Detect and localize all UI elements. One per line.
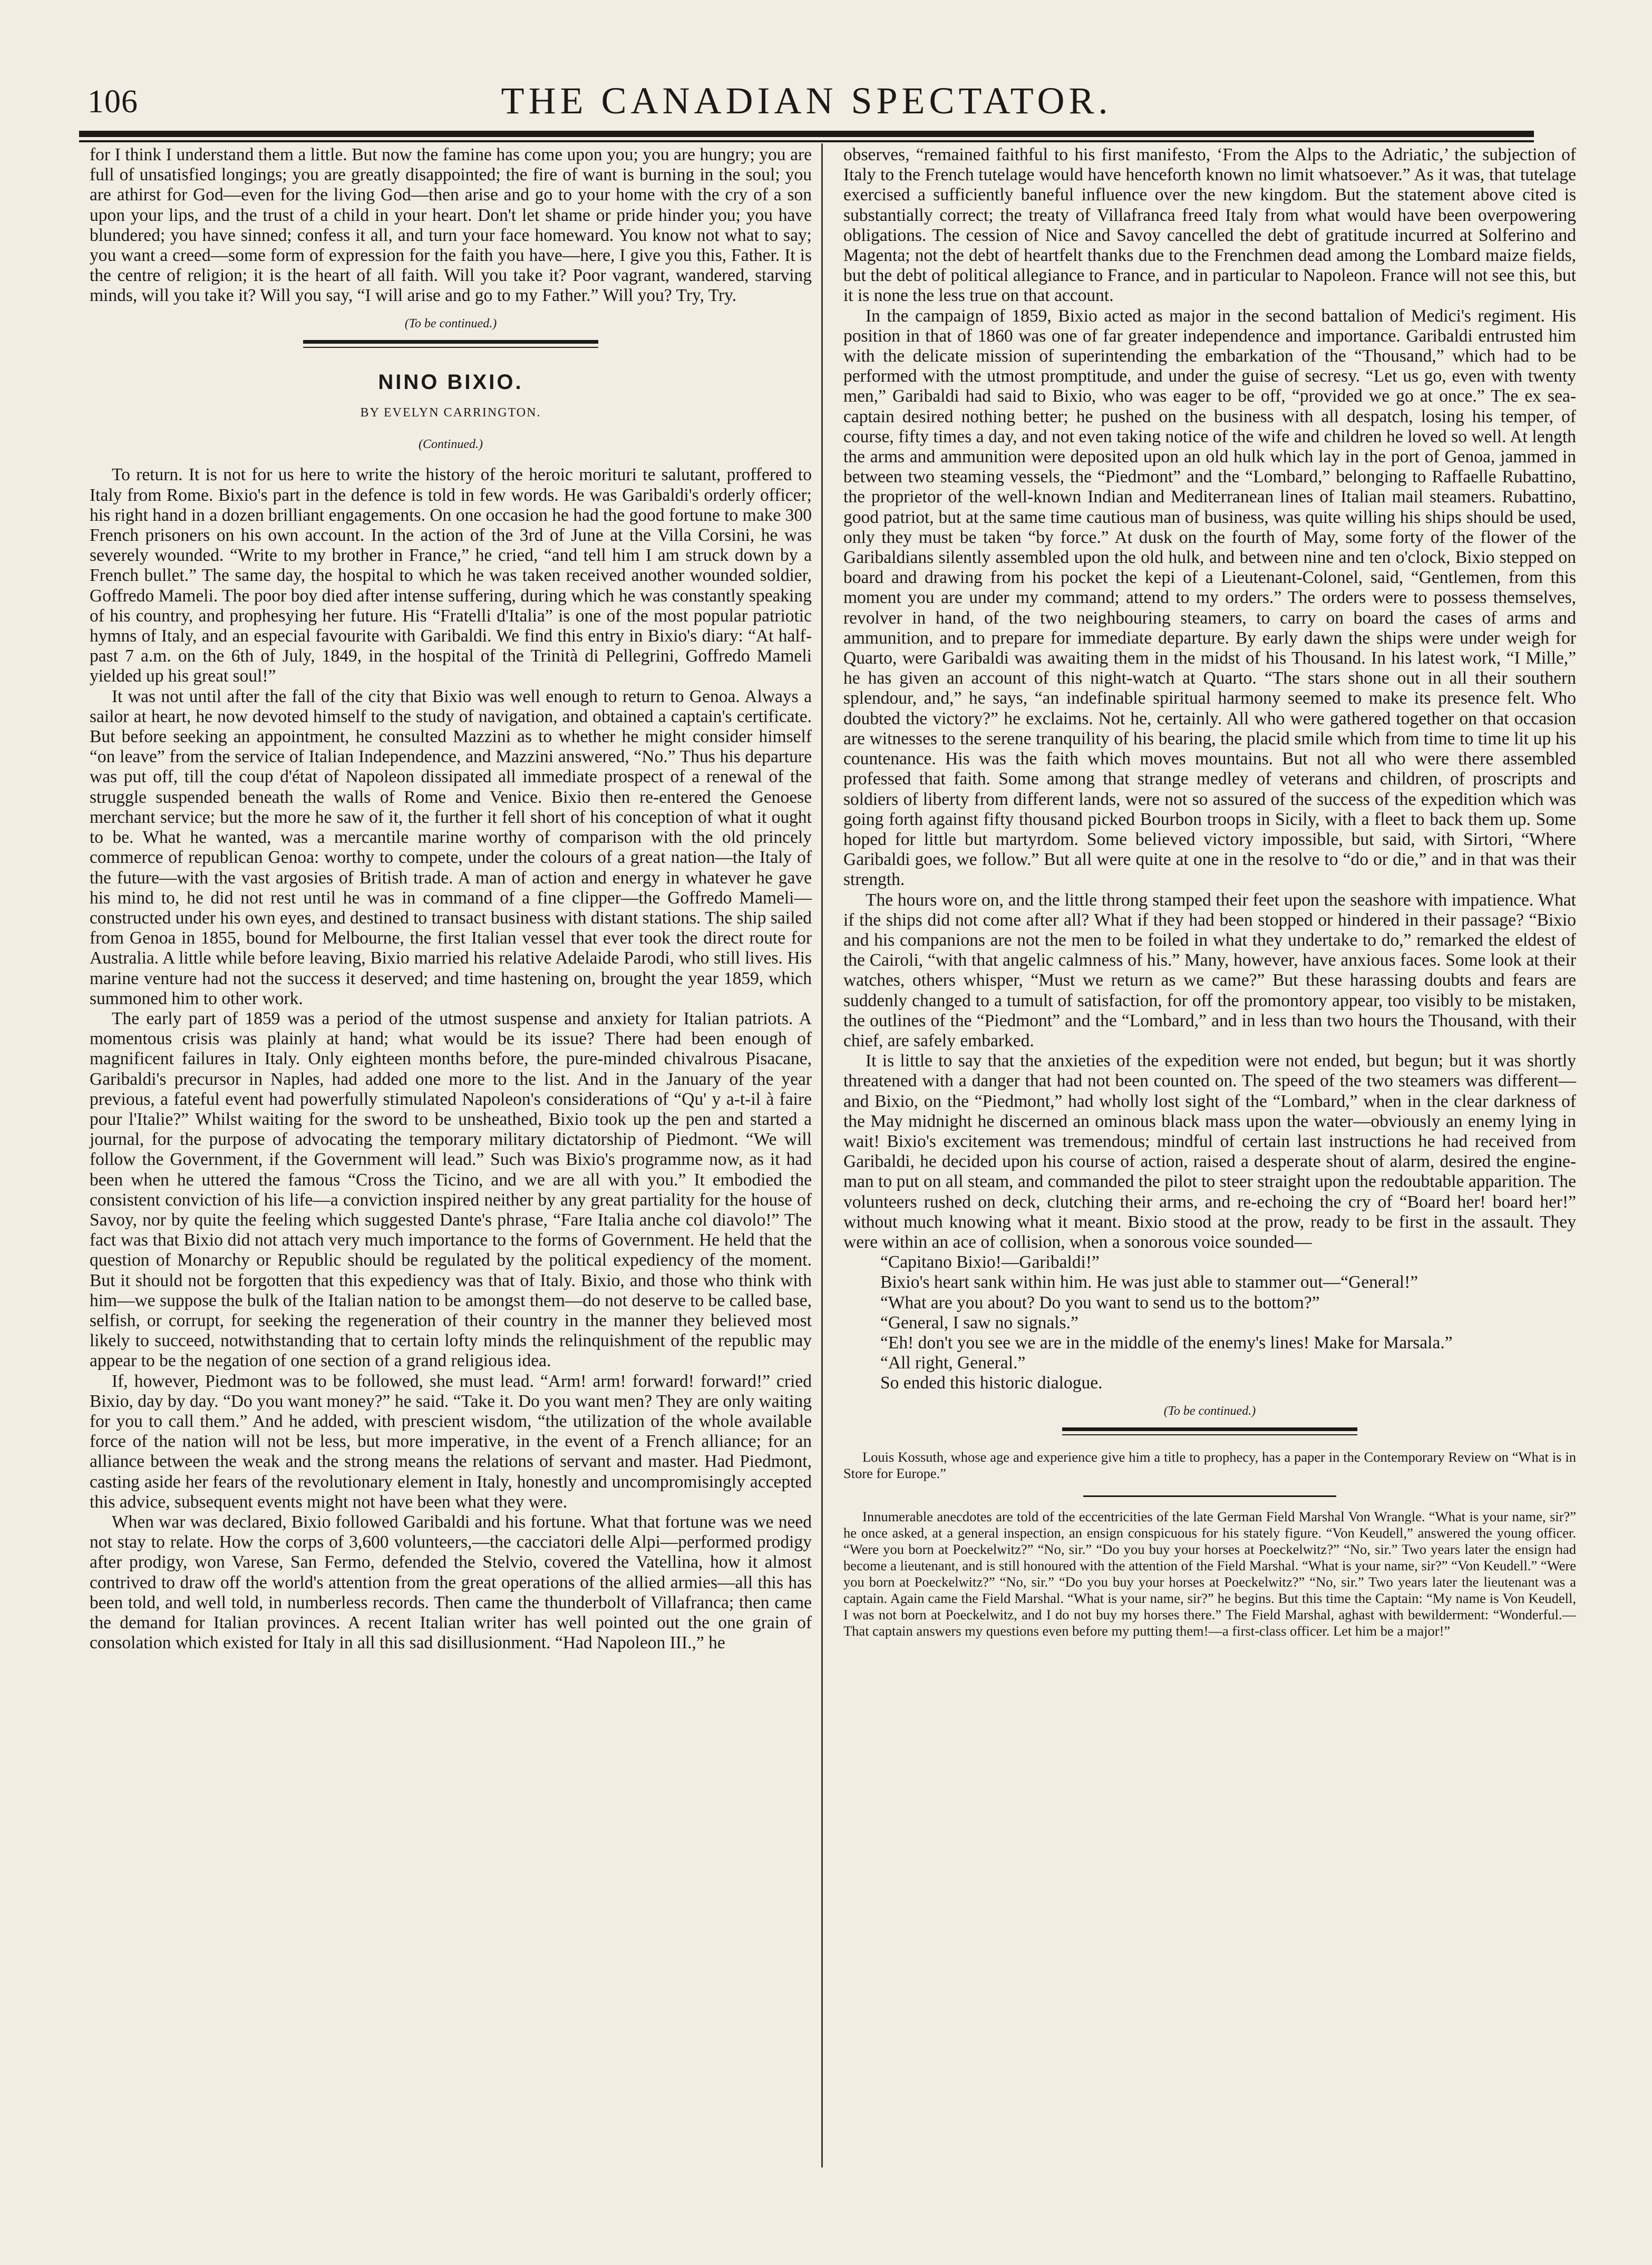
sermon-continued-note: (To be continued.) <box>404 316 497 330</box>
masthead <box>79 79 1534 127</box>
dialogue-line: Bixio's heart sank within him. He was just able to stammer out—“General!” <box>880 1272 1418 1292</box>
left-column <box>90 145 812 1653</box>
news-note <box>843 1509 1576 1639</box>
note-paragraph: Innumerable anecdotes are told of the eccentricities of the late German Field Marshal Von Wrangle. “What is your name, sir?” he once asked, at a general inspection, an ensign conspicuous for his stately figure. “Von Keudell,” answered the young officer. “Were you born at Poeckelwitz?” “No, sir.” “Do you buy your horses at Poeckelwitz?” “No, sir.” Two years later the ensign had become a lieutenant, and is still honoured with the attention of the Field Marshal. “What is your name, sir?” “Von Keudell.” “Were you born at Poeckelwitz?” “No, sir.” “Do you buy your horses at Poeckelwitz?” “No, sir.” Two years later the lieutenant was a captain. Again came the Field Marshal. “What is your name, sir?” he begins. But this time the Captain: “My name is Von Keudell, I was not born at Poeckelwitz, and I do not buy my horses there.” The Field Marshal, aghast with bewilderment: “Wonderful.—That captain answers my questions even before my putting them!—a first-class officer. Let him be a major!” <box>843 1508 1576 1639</box>
article-paragraph: observes, “remained faithful to his first manifesto, ‘From the Alps to the Adriatic,’ the subjection of Italy to the French tutelage would have henceforth known no limit whatsoever.” As it was, that tutelage exercised a sufficiently baneful influence over the new kingdom. But the statement above cited is substantially correct; the treaty of Villafranca freed Italy from what would have been overpowering obligations. The cession of Nice and Savoy cancelled the debt of gratitude incurred at Solferino and Magenta; not the debt of heartfelt thanks due to the Frenchmen dead among the Lombard maize fields, but the debt of political allegiance to France, and in particular to Napoleon. France will not see this, but it is none the less true on that account. <box>843 145 1576 306</box>
article-paragraph: It was not until after the fall of the city that Bixio was well enough to return to Genoa. Always a sailor at heart, he now devoted himself to the study of navigation, and obtained a captain's certificate. But before seeking an appointment, he consulted Mazzini as to whether he might consider himself “on leave” from the service of Italian Independence, and Mazzini answered, “No.” Thus his departure was put off, till the coup d'état of Napoleon dissipated all immediate prospect of a renewal of the struggle suspended beneath the walls of Rome and Venice. Bixio then re-entered the Genoese merchant service; but the more he saw of it, the further it fell short of his conception of what it ought to be. What he wanted, was a mercantile marine worthy of comparison with the old princely commerce of republican Genoa: worthy to compete, under the colours of a great nation—the Italy of the future—with the vast argosies of British trade. A man of action and energy in whatever he gave his mind to, he did not rest until he was in command of a fine clipper—the Goffredo Mameli—constructed under his own eyes, and destined to transact business with distant stations. The ship sailed from Genoa in 1855, bound for Melbourne, the first Italian vessel that ever took the direct route for Australia. A little while before leaving, Bixio married his relative Adelaide Parodi, who still lives. His marine venture had not the success it deserved; and time hastening on, brought the year 1859, which summoned him to other work. <box>90 686 812 1008</box>
masthead-rule-thin <box>79 140 1534 142</box>
article-continued-note: (To be continued.) <box>1163 1404 1256 1418</box>
article-paragraph: When war was declared, Bixio followed Garibaldi and his fortune. What that fortune was we need not stay to relate. How the corps of 3,600 volunteers,—the cacciatori delle Alpi—performed prodigy after prodigy, won Varese, San Fermo, defended the Stelvio, covered the Vatellina, how it almost contrived to draw off the world's attention from the great operations of the allied armies—all this has been told, and well told, in numberless records. Then came the thunderbolt of Villafranca; then came the demand for Italian provinces. A recent Italian writer has well pointed out the one grain of consolation which existed for Italy in all this sad disillusionment. “Had Napoleon III.,” he <box>90 1512 812 1653</box>
article-paragraph: If, however, Piedmont was to be followed, she must lead. “Arm! arm! forward! forward!” cried Bixio, day by day. “Do you want money?” he said. “Take it. Do you want men? They are only waiting for you to call them.” And he added, with prescient wisdom, “the utilization of the whole available force of the nation will not be less, but more imperative, in the event of a French alliance; for an alliance between the weak and the strong means the relations of servant and master. Had Piedmont, casting aside her fears of the revolutionary element in Italy, honestly and uncompromisingly accepted this advice, subsequent events might not have been what they were. <box>90 1371 812 1512</box>
publication-title: THE CANADIAN SPECTATOR. <box>501 80 1112 122</box>
dialogue-line: “General, I saw no signals.” <box>880 1313 1078 1333</box>
article-paragraph: The early part of 1859 was a period of the utmost suspense and anxiety for Italian patriots. A momentous crisis was plainly at hand; what would be its issue? There had been enough of magnificent failures in Italy. Only eighteen months before, the pure-minded chivalrous Pisacane, Garibaldi's precursor in Naples, had added one more to the list. And in the January of the year previous, a fateful event had powerfully stimulated Napoleon's considerations of “Qu' y a-t-il à faire pour l'Italie?” Whilst waiting for the sword to be unsheathed, Bixio took up the pen and started a journal, for the purpose of advocating the temporary military dictatorship of Piedmont. “We will follow the Government, if the Government will lead.” Such was Bixio's programme now, as it had been when he uttered the famous “Cross the Ticino, and we are all with you.” It embodied the consistent conviction of his life—a conviction inspired neither by any great partiality for the house of Savoy, nor by quite the feeling which suggested Dante's phrase, “Fare Italia anche col diavolo!” The fact was that Bixio did not attach very much importance to the forms of Government. He held that the question of Monarchy or Republic should be regulated by the political expediency of the moment. But it should not be forgotten that this expediency was that of Italy. Bixio, and those who think with him—we suppose the bulk of the Italian nation to be amongst them—do not deserve to be called base, selfish, or corrupt, for seeking the regeneration of their country in the manner they believed most likely to succeed, notwithstanding that to certain lofty minds the relinquishment of the republic may appear to be the negation of one section of a grand religious idea. <box>90 1008 812 1371</box>
article-byline: BY EVELYN CARRINGTON. <box>360 406 541 420</box>
article-paragraph: It is little to say that the anxieties of the expedition were not ended, but begun; but it was shortly threatened with a danger that had not been counted on. The speed of the two steamers was different—and Bixio, on the “Piedmont,” had wholly lost sight of the “Lombard,” when in the clear darkness of the May midnight he discerned an ominous black mass upon the water—obviously an enemy lying in wait! Bixio's excitement was tremendous; mindful of certain last instructions he had received from Garibaldi, he decided upon his course of action, raised a desperate shout of alarm, desired the engine-man to put on all steam, and commanded the pilot to steer straight upon the redoubtable apparition. The volunteers rushed on deck, clutching their arms, and re-echoing the cry of “Board her! board her!” without much knowing what it meant. Bixio stood at the prow, ready to be first in the assault. They were within an ace of collision, when a sonorous voice sounded— <box>843 1051 1576 1252</box>
right-column <box>843 145 1576 1639</box>
article-paragraph: In the campaign of 1859, Bixio acted as major in the second battalion of Medici's regiment. His position in that of 1860 was one of far greater independence and importance. Garibaldi entrusted him with the delicate mission of superintending the embarkation of the “Thousand,” which had to be performed with the utmost promptitude, and under the guise of secresy. “Let us go, even with twenty men,” Garibaldi had said to Bixio, who was eager to be off, “provided we go at once.” The ex sea-captain desired nothing better; he pushed on the business with all despatch, losing his temper, of course, fifty times a day, and not even taking notice of the wife and children he loved so well. At length the arms and ammunition were deposited upon an old hulk which lay in the port of Genoa, jammed in between two steaming vessels, the “Piedmont” and the “Lombard,” belonging to Raffaelle Rubattino, the proprietor of the well-known Indian and Mediterranean lines of Italian mail steamers. Rubattino, good patriot, but at the same time cautious man of business, was quite willing his ships should be used, only they must be taken “by force.” At dusk on the fourth of May, some forty of the flower of the Garibaldians silently assembled upon the old hulk, and between nine and ten o'clock, Bixio stepped on board and drawing from his pocket the kepi of a Lieutenant-Colonel, said, “Gentlemen, from this moment you are under my command; attend to my orders.” The orders were to possess themselves, revolver in hand, of the two neighbouring steamers, to carry on board the cases of arms and ammunition, and to prepare for immediate departure. By early dawn the ships were under weigh for Quarto, were Garibaldi was awaiting them in the midst of his Thousand. In his latest work, “I Mille,” he has given an account of this night-watch at Quarto. “The stars shone out in all their southern splendour, and,” he says, “an indefinable spiritual harmony seemed to make its presence felt. Who doubted the victory?” he exclaims. Not he, certainly. All who were gathered together on that occasion are witnesses to the serene tranquility of his bearing, the placid smile which from time to time lit up his countenance. His was the faith which moves mountains. But not all who were there assembled professed that faith. Some among that strange medley of veterans and children, of proscripts and soldiers of liberty from different lands, were not so assured of the success of the expedition which was going forth against fifty thousand picked Bourbon troops in Sicily, with a fleet to back them up. Some hoped for little but martyrdom. Some believed victory impossible, but said, with Sirtori, “Where Garibaldi goes, we follow.” But all were quite at one in the resolve to “do or die,” and in that was their strength. <box>843 306 1576 890</box>
article-title: NINO BIXIO. <box>378 370 523 394</box>
masthead-rule <box>79 131 1534 137</box>
note-paragraph: Louis Kossuth, whose age and experience give him a title to prophecy, has a paper in the Contemporary Review on “What is in Store for Europe.” <box>843 1449 1576 1481</box>
news-note <box>843 1449 1576 1482</box>
column-divider <box>821 143 823 2167</box>
page-number: 106 <box>88 84 138 120</box>
dialogue-line: “All right, General.” <box>880 1353 1026 1373</box>
dialogue-line: So ended this historic dialogue. <box>880 1373 1103 1393</box>
dialogue-line: “Capitano Bixio!—Garibaldi!” <box>880 1252 1100 1272</box>
section-rule-thin <box>303 347 598 348</box>
article-paragraph: To return. It is not for us here to write the history of the heroic morituri te salutant, proffered to Italy from Rome. Bixio's part in the defence is told in few words. He was Garibaldi's orderly officer; his right hand in a dozen brilliant engagements. On one occasion he had the good fortune to make 300 French prisoners on his own account. In the action of the 3rd of June at the Villa Corsini, he was severely wounded. “Write to my brother in France,” he cried, “and tell him I am struck down by a French bullet.” The same day, the hospital to which he was taken received another wounded soldier, Goffredo Mameli. The poor boy died after intense suffering, during which he was constantly speaking of his country, and prophesying her future. His “Fratelli d'Italia” is one of the most popular patriotic hymns of Italy, and an especial favourite with Garibaldi. We find this entry in Bixio's diary: “At half-past 7 a.m. on the 6th of July, 1849, in the hospital of the Trinità di Pellegrini, Goffredo Mameli yielded up his great soul!” <box>90 465 812 686</box>
article-paragraph: The hours wore on, and the little throng stamped their feet upon the seashore with impatience. What if the ships did not come after all? What if they had been stopped or hindered in their passage? “Bixio and his companions are not the men to be foiled in what they undertake to do,” remarked the eldest of the Cairoli, “with that angelic calmness of his.” Many, however, have anxious faces. Some look at their watches, others whisper, “Must we return as we came?” But these harassing doubts and fears are suddenly changed to a tumult of satisfaction, for off the promontory appear, too visibly to be mistaken, the outlines of the “Piedmont” and the “Lombard,” and in less than two hours the Thousand, with their chief, are safely embarked. <box>843 890 1576 1051</box>
article-continued-note: (Continued.) <box>419 438 483 452</box>
dialogue-line: “What are you about? Do you want to send us to the bottom?” <box>880 1292 1320 1313</box>
section-rule <box>303 340 598 344</box>
section-rule-thin <box>1062 1434 1357 1435</box>
note-rule <box>1083 1495 1336 1497</box>
dialogue-line: “Eh! don't you see we are in the middle of the enemy's lines! Make for Marsala.” <box>880 1333 1453 1353</box>
sermon-ending: for I think I understand them a little. But now the famine has come upon you; you are hungry; you are full of unsatisfied longings; you are greatly disappointed; the fire of want is burning in the soul; you are athirst for God—even for the living God—then arise and go to your home with the cry of a son upon your lips, and the trust of a child in your heart. Don't let shame or pride hinder you; you have blundered; you have sinned; confess it all, and turn your face homeward. You know not what to say; you want a creed—some form of expression for the faith you have—here, I give you this, Father. It is the centre of religion; it is the heart of all faith. Will you take it? Poor vagrant, wandered, starving minds, will you take it? Will you say, “I will arise and go to my Father.” Will you? Try, Try. <box>90 145 812 306</box>
section-rule <box>1062 1427 1357 1431</box>
